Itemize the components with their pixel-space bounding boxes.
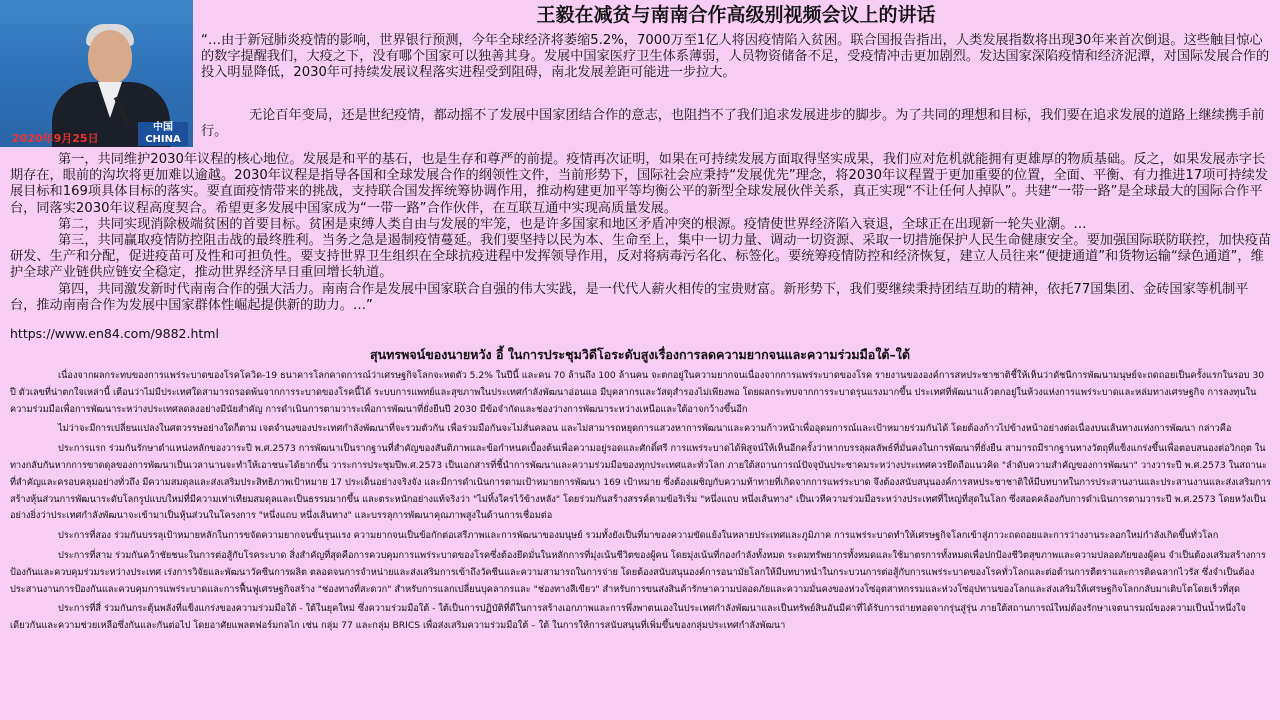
point-3: 第三，共同赢取疫情防控阻击战的最终胜利。当务之急是遏制疫情蔓延。我们要坚持以民为本、生命至上，集中一切力量、调动一切资源、采取一切措施保护人民生命健康安全。要加强国际联防联控，加快疫苗研发、生产和分配，促进疫苗可及性和可担负性。要支持世界卫生组织在全球抗疫进程中发挥领导作用，反对将病毒污名化、标签化。要统筹疫情防控和经济恢复，建立人员往来“便捷通道”和货物运输“绿色通道”，维护全球产业链供应链安全稳定，推动世界经济早日重回增长轨道。: [10, 233, 1272, 281]
thai-paragraph-4: ประการที่สอง ร่วมกันบรรลุเป้าหมายหลักในการขจัดความยากจนขั้นรุนแรง ความยากจนเป็นข้อกักต่อเสรีภาพและการพัฒนาของมนุษย์ รวมทั้งยังเป็นที่มาของความขัดแย้งในหลายประเทศและภูมิภาค การแพร่ระบาดทำให้เศรษฐกิจโลกเข้าสู่ภาวะถดถอยและการว่างงานระลอกใหม่กำลังเกิดขึ้นทั่วโลก: [58, 530, 1219, 542]
quote-paragraph-1: “…由于新冠肺炎疫情的影响，世界银行预测，今年全球经济将萎缩5.2%，7000万至1亿人将因疫情陷入贫困。联合国报告指出，人类发展指数将出现30年来首次倒退。这些触目惊心的数字提醒我们，大疫之下，没有哪个国家可以独善其身。发展中国家医疗卫生体系薄弱，人员物资储备不足，受疫情冲击更加剧烈。发达国家深陷疫情和经济泥潭，对国际发展合作的投入明显降低，2030年可持续发展议程落实进程受到阻碍，南北发展差距可能进一步拉大。: [201, 33, 1270, 81]
point-1: 第一，共同维护2030年议程的核心地位。发展是和平的基石，也是生存和尊严的前提。疫情再次证明，如果在可持续发展方面取得坚实成果，我们应对危机就能拥有更雄厚的物质基础。反之，如果发展赤字长期存在，眼前的沟坎将更加难以逾越。2030年议程是指导各国和全球发展合作的纲领性文件，当前形势下，国际社会应秉持“发展优先”理念，将2030年议程置于更加重要的位置，全面、平衡、有力推进17项可持续发展目标和169项具体目标的落实。要直面疫情带来的挑战，支持联合国发挥统筹协调作用，推动构建更加平等均衡公平的新型全球发展伙伴关系，真正实现“不让任何人掉队”。共建“一带一路”是全球最大的国际合作平台，同落实2030年议程高度契合。希望更多发展中国家成为“一带一路”合作伙伴，在互联互通中实现高质量发展。: [10, 152, 1269, 216]
point-2: 第二，共同实现消除极端贫困的首要目标。贫困是束缚人类自由与发展的牢笼，也是许多国家和地区矛盾冲突的根源。疫情使世界经济陷入衰退，全球正在出现新一轮失业潮。…: [58, 216, 1087, 232]
photo-head: [88, 30, 132, 84]
photo-date-stamp: 2020年9月25日: [12, 132, 99, 145]
thai-paragraph-3: ประการแรก ร่วมกันรักษาตำแหน่งหลักของวาระปี พ.ศ.2573 การพัฒนาเป็นรากฐานที่สำคัญของสันติภาพและข้อกำหนดเบื้องต้นเพื่อความอยู่รอดและศักดิ์ศรี การแพร่ระบาดได้พิสูจน์ให้เห็นอีกครั้งว่าหากบรรลุผลลัพธ์ที่มั่นคงในการพัฒนาที่ยั่งยืน สามารถมีรากฐานทางวัตถุที่แข็งแกร่งขึ้นเพื่อตอบสนองต่อวิกฤต ในทางกลับกันหากการขาดดุลของการพัฒนาเป็นเวลานานจะทำให้เอาชนะได้ยากขึ้น วาระการประชุมปีพ.ศ.2573 เป็นเอกสารที่ชี้นำการพัฒนาและความร่วมมือของทุกประเทศและทั่วโลก ภายใต้สถานการณ์ปัจจุบันประชาคมระหว่างประเทศควรยึดถือแนวคิด "ลำดับความสำคัญของการพัฒนา" วางวาระปี พ.ศ.2573 ในสถานะที่สำคัญและครอบคลุมอย่างทั่วถึง มีความสมดุลและส่งเสริมประสิทธิภาพเป้าหมาย 17 ประเด็นอย่างจริงจัง และมีการดำเนินการตามเป้าหมายการพัฒนา 169 เป้าหมาย ซึ่งต้องเผชิญกับความท้าทายที่เกิดจากการแพร่ระบาด จึงต้องสนับสนุนองค์การสหประชาชาติให้มีบทบาทในการประสานงานและประสานงานและส่งเสริมการสร้างหุ้นส่วนการพัฒนาระดับโลกรูปแบบใหม่ที่มีความเท่าเทียมสมดุลและเป็นธรรมมากขึ้น และตระหนักอย่างแท้จริงว่า "ไม่ทิ้งใครไว้ข้างหลัง" โดยร่วมกันสร้างสรรค์ตามข้อริเริ่ม "หนึ่งแถบ หนึ่งเส้นทาง" เป็นเวทีความร่วมมือระหว่างประเทศที่ใหญ่ที่สุดในโลก ซึ่งสอดคล้องกับการดำเนินการตามวาระปี พ.ศ.2573 โดยหวังเป็นอย่างยิ่งว่าประเทศกำลังพัฒนาจะเข้ามาเป็นหุ้นส่วนในโครงการ "หนึ่งแถบ หนึ่งเส้นทาง" และบรรลุการพัฒนาคุณภาพสูงในด้านการเชื่อมต่อ: [10, 443, 1271, 522]
point-4: 第四，共同激发新时代南南合作的强大活力。南南合作是发展中国家联合自强的伟大实践，是一代代人薪火相传的宝贵财富。新形势下，我们要继续秉持团结互助的精神，依托77国集团、金砖国家等机制平台，推动南南合作为发展中国家群体性崛起提供新的助力。…”: [10, 281, 1249, 313]
nameplate: 中国 CHINA: [138, 122, 188, 146]
quote-points: [10, 152, 1272, 314]
thai-paragraph-2: ไม่ว่าจะมีการเปลี่ยนแปลงในศตวรรษอย่างใดก็ตาม เจตจำนงของประเทศกำลังพัฒนาที่จะรวมตัวกัน เพื่อร่วมมือกันจะไม่สั่นคลอน และไม่สามารถหยุดการแสวงหาการพัฒนาและความก้าวหน้าเพื่ออุดมการณ์และเป้าหมายร่วมกันได้ โดยต้องก้าวไปข้างหน้าอย่างต่อเนื่องบนเส้นทางแห่งการพัฒนา กล่าวคือ: [58, 423, 1232, 435]
page-title: 王毅在减贫与南南合作高级别视频会议上的讲话: [536, 4, 936, 26]
thai-paragraph-5: ประการที่สาม ร่วมกันคว้าชัยชนะในการต่อสู้กับโรคระบาด สิ่งสำคัญที่สุดคือการควบคุมการแพร่ระบาดของโรคซึ่งต้องยึดมั่นในหลักการที่มุ่งเน้นชีวิตของผู้คน โดยมุ่งเน้นที่กองกำลังทั้งหมด ระดมทรัพยากรทั้งหมดและใช้มาตรการทั้งหมดเพื่อปกป้องชีวิตสุขภาพและความปลอดภัยของผู้คน จำเป็นต้องเสริมสร้างการป้องกันและควบคุมร่วมระหว่างประเทศ เร่งการวิจัยและพัฒนาวัคซีนการผลิต ตลอดจนการจำหน่ายและส่งเสริมการเข้าถึงวัคซีนและความสามารถในการจ่าย โดยต้องสนับสนุนองค์การอนามัยโลกให้มีบทบาทนำในกระบวนการต่อสู้กับการแพร่ระบาดของโรคทั่วโลกและต่อต้านการตีตราและการติดฉลากไวรัส ซึ่งจำเป็นต้องประสานงานการป้องกันและควบคุมการแพร่ระบาดและการฟื้นฟูเศรษฐกิจสร้าง "ช่องทางที่สะดวก" สำหรับการแลกเปลี่ยนบุคลากรและ "ช่องทางสีเขียว" สำหรับการขนส่งสินค้ารักษาความปลอดภัยและความมั่นคงของห่วงโซ่อุตสาหกรรมและห่วงโซ่อุปทานของโลกและส่งเสริมให้เศรษฐกิจโลกกลับมาเติบโตโดยเร็วที่สุด: [10, 549, 1266, 595]
thai-translation: [10, 368, 1272, 638]
source-url[interactable]: https://www.en84.com/9882.html: [10, 326, 219, 341]
thai-paragraph-1: เนื่องจากผลกระทบของการแพร่ระบาดของโรคโควิด-19 ธนาคารโลกคาดการณ์ว่าเศรษฐกิจโลกจะหดตัว 5.2% ในปีนี้ และคน 70 ล้านถึง 100 ล้านคน จะตกอยู่ในความยากจนเนื่องจากการแพร่ระบาดของโรค รายงานขององค์การสหประชาชาติชี้ให้เห็นว่าดัชนีการพัฒนามนุษย์จะถดถอยเป็นครั้งแรกในรอบ 30 ปี ตัวเลขที่น่าตกใจเหล่านี้ เตือนว่าไม่มีประเทศใดสามารถรอดพ้นจากการระบาดของโรคนี้ได้ ระบบการแพทย์และสุขภาพในประเทศกำลังพัฒนาอ่อนแอ มีบุคลากรและวัสดุสำรองไม่เพียงพอ โดยผลกระทบจากการระบาดรุนแรงมากขึ้น ประเทศที่พัฒนาแล้วตกอยู่ในห้วงแห่งการแพร่ระบาดและหล่มทางเศรษฐกิจ การลงทุนในความร่วมมือเพื่อการพัฒนาระหว่างประเทศลดลงอย่างมีนัยสำคัญ การดำเนินการตามวาระเพื่อการพัฒนาที่ยั่งยืนปี 2030 มีข้อจำกัดและช่องว่างการพัฒนาระหว่างเหนือและใต้อาจกว้างขึ้นอีก: [10, 370, 1265, 415]
thai-title: สุนทรพจน์ของนายหวัง อี้ ในการประชุมวิดีโอระดับสูงเรื่องการลดความยากจนและความร่วมมือใต้–ใต้: [369, 347, 911, 362]
speaker-photo: [0, 0, 193, 147]
thai-paragraph-6: ประการที่สี่ ร่วมกันกระตุ้นพลังที่แข็งแกร่งของความร่วมมือใต้ - ใต้ในยุคใหม่ ซึ่งความร่วมมือใต้ - ใต้เป็นการปฏิบัติที่ดีในการสร้างเอกภาพและการพึ่งพาตนเองในประเทศกำลังพัฒนาและเป็นทรัพย์สินอันมีค่าที่ได้รับการถ่ายทอดจากรุ่นสู่รุ่น ภายใต้สถานการณ์ใหม่ต้องรักษาเจตนารมณ์ของความเป็นน้ำหนึ่งใจเดียวกันและความช่วยเหลือซึ่งกันและกันต่อไป โดยอาศัยแพลตฟอร์มกลไก เช่น กลุ่ม 77 และกลุ่ม BRICS เพื่อส่งเสริมความร่วมมือใต้ – ใต้ ในการให้การสนับสนุนที่เพิ่มขึ้นของกลุ่มประเทศกำลังพัฒนา: [10, 603, 1246, 632]
quote-paragraph-2: 无论百年变局，还是世纪疫情，都动摇不了发展中国家团结合作的意志，也阻挡不了我们追求发展进步的脚步。为了共同的理想和目标，我们要在追求发展的道路上继续携手前行。: [201, 108, 1265, 140]
